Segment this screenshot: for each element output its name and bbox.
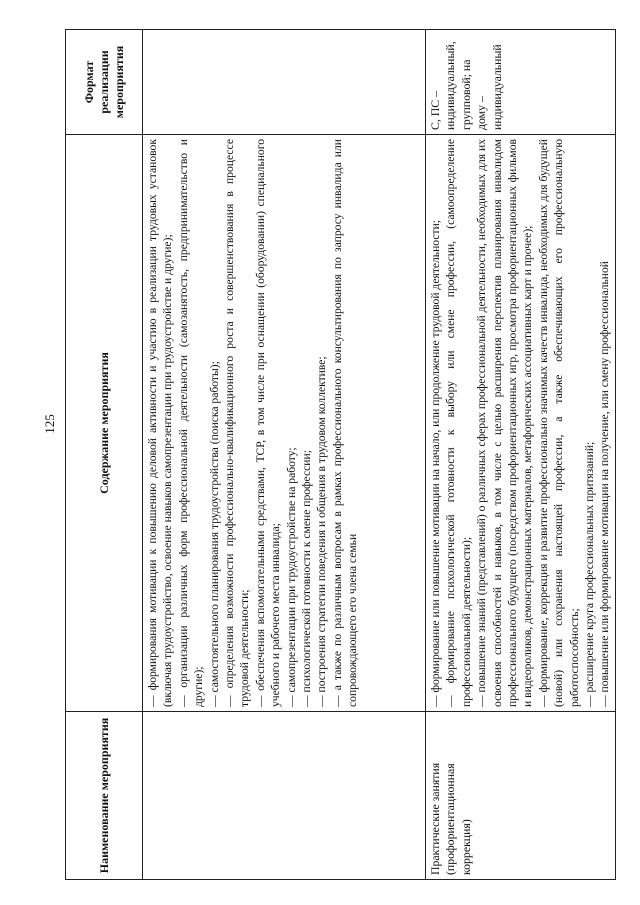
row1-content bbox=[143, 135, 426, 712]
list-item: — повышение знаний (представлений) о различных сферах профессиональной деятельности, необходимых для их освоения способностей и навыков, в том числе с целью расширения перспектив планирования инвалидом профессионального будущего (посредством профориентационных игр, просмотра профориентационных фильмов и видеороликов, демонстрационных материалов, метафорических ассоциативных карт и прочее); bbox=[475, 138, 535, 707]
header-name: Наименование мероприятия bbox=[66, 712, 143, 880]
list-item: — определения возможности профессионально-квалификационного роста и совершенствования в процессе трудовой деятельности; bbox=[223, 139, 252, 707]
row1-format bbox=[143, 30, 426, 135]
list-item: — организации различных форм профессиональной деятельности (самозанятость, предпринимательство и другие); bbox=[176, 139, 206, 707]
row2-format: С, ПС – индивидуальный, групповой; на дому – индивидуальный bbox=[426, 30, 616, 135]
table-row bbox=[143, 30, 426, 880]
list-item: — обеспечения вспомогательными средствами, ТСР, в том числе при оснащении (оборудовании) специального учебного и рабочего места инвалида; bbox=[253, 139, 283, 707]
rotated-page-content bbox=[65, 30, 612, 880]
header-content: Содержание мероприятия bbox=[66, 135, 143, 712]
row2-content bbox=[426, 135, 616, 712]
list-item: — расширение круга профессиональных притязаний; bbox=[583, 441, 597, 707]
page-number: 125 bbox=[42, 414, 57, 434]
row2-name: Практические занятия (профориентационная коррекция) bbox=[426, 712, 616, 880]
list-item: — самопрезентации при трудоустройстве на работу; bbox=[284, 447, 298, 707]
list-item: — построения стратегии поведения и общения в трудовом коллективе; bbox=[315, 356, 329, 707]
list-item: — формирование или повышение мотивации на начало, или продолжение трудовой деятельности; bbox=[429, 219, 442, 707]
activities-table bbox=[65, 29, 616, 880]
list-item: — формирования мотивации к повышению деловой активности и участию в реализации трудовых установок (включая трудоустройство, освоение навыков самопрезентации при трудоустройстве и другие); bbox=[146, 139, 175, 707]
list-item: — формирование психологической готовности к выбору или смене профессии, (самоопределение профессиональной деятельности); bbox=[444, 139, 473, 707]
table-row bbox=[426, 30, 616, 880]
list-item: — повышение или формирование мотивации на получение, или смену профессиональной bbox=[598, 261, 612, 707]
list-item: — самостоятельного планирования трудоустройства (поиска работы); bbox=[207, 361, 221, 707]
list-item: — а также по различным вопросам в рамках профессионального консультирования по запросу инвалида или сопровождающего его члена семьи bbox=[330, 139, 360, 707]
header-format: Формат реализации мероприятия bbox=[66, 30, 143, 135]
list-item: — формирование, коррекция и развитие профессионально значимых качеств инвалида, необходимых для будущей (новой) или сохранения настоящей профессии, а также обеспечивающих его профессиональную работоспособность; bbox=[536, 139, 581, 707]
row1-name bbox=[143, 712, 426, 880]
table-header-row bbox=[66, 30, 143, 880]
list-item: — психологической готовности к смене профессии; bbox=[300, 450, 314, 707]
